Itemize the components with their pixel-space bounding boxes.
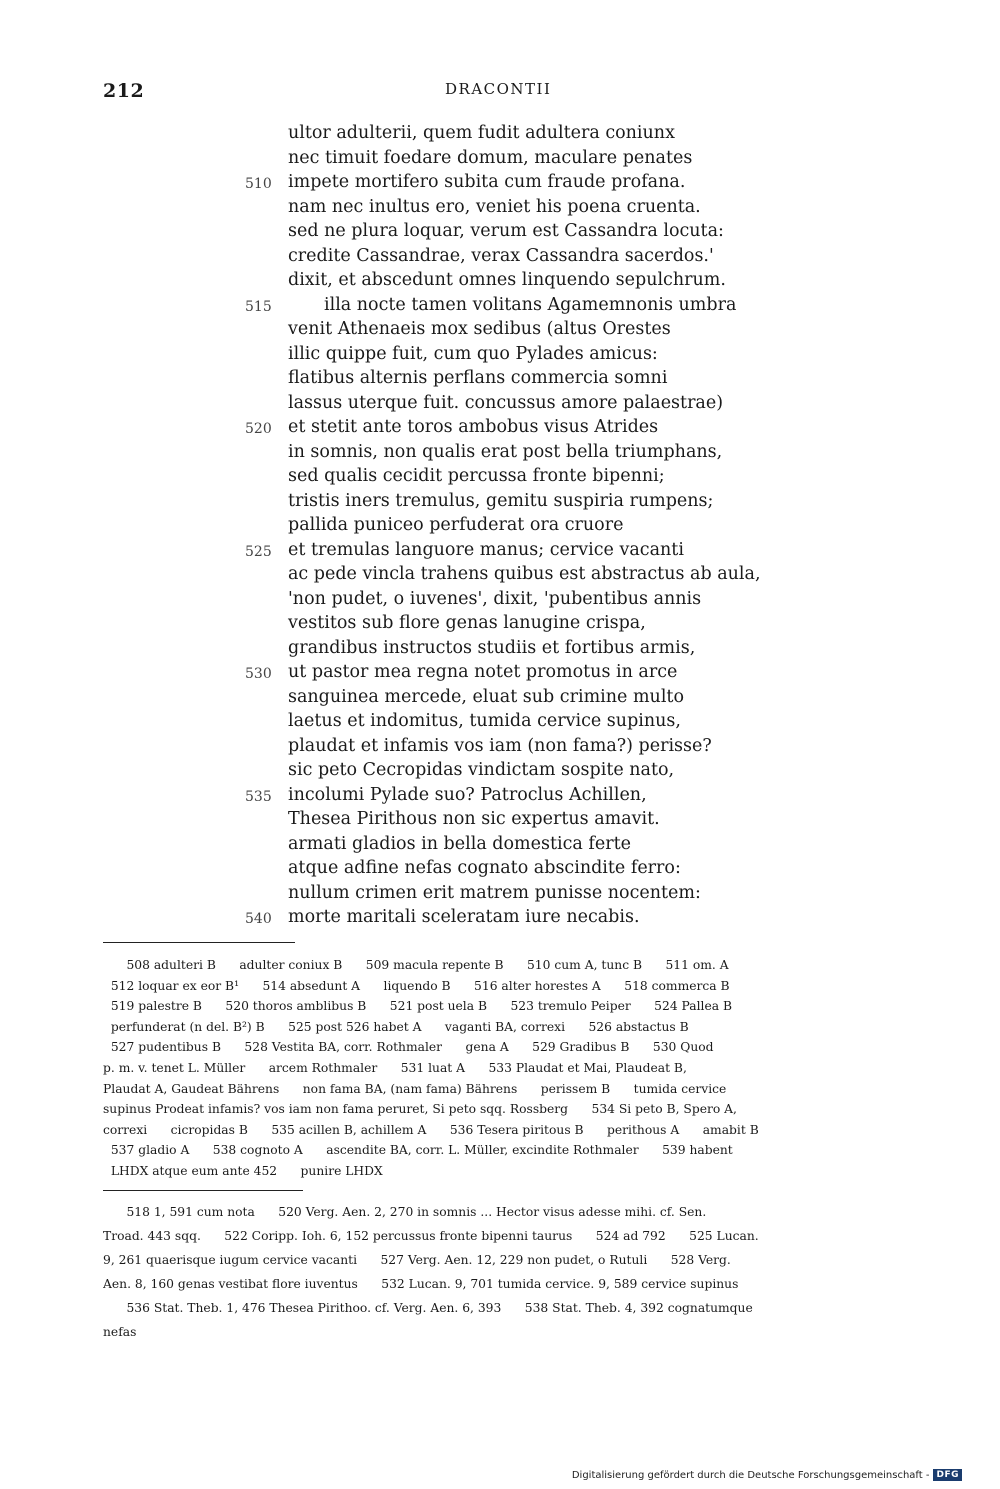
verse-text: sed ne plura loquar, verum est Cassandra locuta:	[288, 221, 724, 241]
verse-text: ut pastor mea regna notet promotus in arce	[288, 662, 678, 682]
testimonia-line: Aen. 8, 160 genas vestibat flore iuventus 532 Lucan. 9, 701 tumida cervice. 9, 589 cervice supinus	[103, 1277, 739, 1291]
verse-line	[240, 244, 800, 269]
verse-line	[240, 170, 800, 195]
verse-line	[240, 440, 800, 465]
running-title: DRACONTII	[445, 80, 552, 98]
apparatus-line: 527 pudentibus B 528 Vestita BA, corr. Rothmaler gena A 529 Gradibus B 530 Quod	[103, 1040, 714, 1055]
verse-line	[240, 856, 800, 881]
verse-text: in somnis, non qualis erat post bella triumphans,	[288, 441, 723, 462]
verse-line	[240, 268, 800, 293]
verse-line	[240, 538, 800, 563]
verse-number: 510	[245, 176, 272, 192]
verse-line	[240, 734, 800, 759]
verse-line	[240, 783, 800, 808]
verse-line	[240, 415, 800, 440]
verse-number: 520	[245, 421, 272, 437]
verse-line	[240, 195, 800, 220]
verse-line	[240, 317, 800, 342]
verse-text: ac pede vincla trahens quibus est abstractus ab aula,	[288, 564, 761, 584]
verse-text: incolumi Pylade suo? Patroclus Achillen,	[288, 784, 647, 805]
verse-line	[240, 219, 800, 244]
verse-line	[240, 293, 800, 318]
verse-text: illa nocte tamen volitans Agamemnonis umbra	[324, 294, 737, 315]
verse-text: armati gladios in bella domestica ferte	[288, 833, 631, 854]
verse-text: nec timuit foedare domum, maculare penates	[288, 147, 693, 168]
verse-number: 530	[245, 666, 272, 682]
verse-text: pallida puniceo perfuderat ora cruore	[288, 515, 624, 535]
verse-text: sanguinea mercede, eluat sub crimine multo	[288, 686, 684, 707]
verse-line	[240, 905, 800, 930]
verse-line	[240, 660, 800, 685]
verse-text: sic peto Cecropidas vindictam sospite nato,	[288, 760, 675, 780]
verse-text: sed qualis cecidit percussa fronte bipenni;	[288, 466, 665, 486]
verse-number: 540	[245, 911, 272, 927]
verse-text: Thesea Pirithous non sic expertus amavit.	[288, 809, 660, 829]
verse-line	[240, 391, 800, 416]
verse-line	[240, 636, 800, 661]
verse-line	[240, 489, 800, 514]
verse-line	[240, 807, 800, 832]
apparatus-line: 537 gladio A 538 cognoto A ascendite BA, corr. L. Müller, excindite Rothmaler 539 habent	[103, 1143, 733, 1158]
verse-number: 525	[245, 543, 272, 560]
apparatus-line: LHDX atque eum ante 452 punire LHDX	[103, 1163, 383, 1178]
verse-line	[240, 709, 800, 734]
verse-text: laetus et indomitus, tumida cervice supinus,	[288, 711, 681, 731]
verse-line	[240, 685, 800, 710]
verse-number: 535	[245, 788, 272, 805]
verse-line	[240, 832, 800, 857]
apparatus-line: 519 palestre B 520 thoros amblibus B 521 post uela B 523 tremulo Peiper 524 Pallea B	[103, 999, 733, 1014]
credit-text: Digitalisierung gefördert durch die Deutsche Forschungsgemeinschaft -	[571, 1469, 930, 1481]
verse-number: 515	[245, 298, 272, 315]
verse-line	[240, 121, 800, 146]
verse-text: venit Athenaeis mox sedibus (altus Orestes	[288, 319, 671, 339]
testimonia-line: nefas	[103, 1325, 137, 1339]
page-number: 212	[103, 80, 145, 102]
verse-text: lassus uterque fuit. concussus amore palaestrae)	[288, 392, 724, 413]
verse-line	[240, 611, 800, 636]
verse-text: tristis iners tremulus, gemitu suspiria rumpens;	[288, 490, 714, 511]
testimonia-line: 536 Stat. Theb. 1, 476 Thesea Pirithoo. cf. Verg. Aen. 6, 393 538 Stat. Theb. 4, 392 cognatumque	[103, 1301, 753, 1315]
verse-text: et stetit ante toros ambobus visus Atrides	[288, 417, 659, 437]
verse-text: flatibus alternis perflans commercia somni	[288, 368, 668, 388]
testimonia-divider	[103, 1190, 303, 1191]
verse-line	[240, 513, 800, 538]
verse-text: atque adfine nefas cognato abscindite ferro:	[288, 858, 681, 878]
verse-line	[240, 587, 800, 612]
verse-line	[240, 562, 800, 587]
apparatus-line: Plaudat A, Gaudeat Bährens non fama BA, (nam fama) Bährens perissem B tumida cervice	[103, 1081, 727, 1096]
apparatus-line: 508 adulteri B adulter coniux B 509 macula repente B 510 cum A, tunc B 511 om. A	[103, 958, 729, 972]
apparatus-line: correxi cicropidas B 535 acillen B, achillem A 536 Tesera piritous B perithous A amabit B	[103, 1122, 759, 1137]
verse-line	[240, 881, 800, 906]
dfg-logo-icon: DFG	[933, 1469, 962, 1481]
verse-text: morte maritali sceleratam iure necabis.	[288, 907, 640, 927]
verse-text: nam nec inultus ero, veniet his poena cruenta.	[288, 196, 701, 217]
verse-text: et tremulas languore manus; cervice vacanti	[288, 539, 684, 560]
verse-text: vestitos sub flore genas lanugine crispa,	[288, 613, 646, 633]
verse-text: illic quippe fuit, cum quo Pylades amicus:	[288, 343, 658, 364]
testimonia-line: 518 1, 591 cum nota 520 Verg. Aen. 2, 270 in somnis ... Hector visus adesse mihi. cf. Sen.	[103, 1205, 707, 1219]
apparatus-line: supinus Prodeat infamis? vos iam non fama peruret, Si peto sqq. Rossberg 534 Si peto B, Spero A,	[103, 1102, 737, 1117]
verse-text: impete mortifero subita cum fraude profana.	[288, 172, 686, 192]
verse-text: 'non pudet, o iuvenes', dixit, 'pubentibus annis	[288, 588, 702, 609]
apparatus-line: perfunderat (n del. B²) B 525 post 526 habet A vaganti BA, correxi 526 abstactus B	[103, 1019, 689, 1034]
verse-line	[240, 758, 800, 783]
verse-text: grandibus instructos studiis et fortibus armis,	[288, 637, 696, 658]
verse-block	[240, 121, 800, 930]
verse-text: plaudat et infamis vos iam (non fama?) perisse?	[288, 735, 712, 756]
testimonia-line: 9, 261 quaerisque iugum cervice vacanti 527 Verg. Aen. 12, 229 non pudet, o Rutuli 528 Verg.	[103, 1253, 731, 1267]
verse-text: nullum crimen erit matrem punisse nocentem:	[288, 882, 701, 903]
critical-apparatus	[103, 955, 888, 1182]
testimonia-line: Troad. 443 sqq. 522 Coripp. Ioh. 6, 152 percussus fronte bipenni taurus 524 ad 792 525 Lucan.	[103, 1229, 759, 1243]
verse-line	[240, 366, 800, 391]
apparatus-divider	[103, 942, 295, 943]
verse-line	[240, 342, 800, 367]
verse-text: credite Cassandrae, verax Cassandra sacerdos.'	[288, 245, 714, 266]
testimonia	[103, 1200, 888, 1344]
apparatus-line: p. m. v. tenet L. Müller arcem Rothmaler 531 luat A 533 Plaudat et Mai, Plaudeat B,	[103, 1060, 687, 1075]
verse-text: ultor adulterii, quem fudit adultera coniunx	[288, 123, 675, 143]
verse-line	[240, 146, 800, 171]
apparatus-line: 512 loquar ex eor B¹ 514 absedunt A liquendo B 516 alter horestes A 518 commerca B	[103, 978, 730, 993]
digitization-credit	[572, 1469, 962, 1481]
verse-line	[240, 464, 800, 489]
verse-text: dixit, et abscedunt omnes linquendo sepulchrum.	[288, 270, 726, 290]
